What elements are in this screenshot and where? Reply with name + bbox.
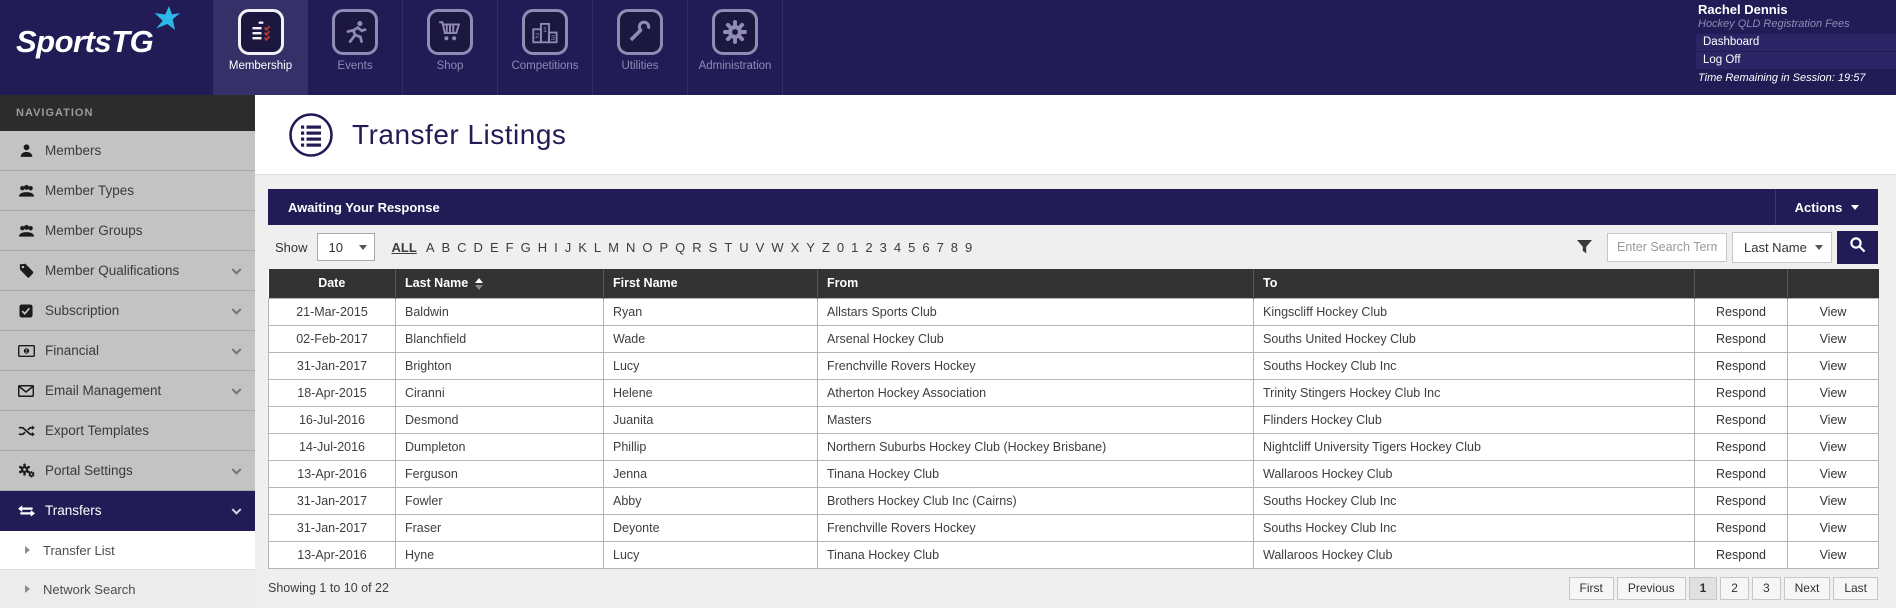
alphabet-filter-1[interactable]: 1: [851, 239, 859, 255]
session-timer: Time Remaining in Session: 19:57: [1698, 72, 1866, 84]
sidebar-item-financial[interactable]: [0, 331, 255, 371]
alphabet-filter-c[interactable]: C: [457, 239, 467, 255]
tab-label: Shop: [436, 60, 464, 72]
sidebar-item-export-templates[interactable]: [0, 411, 255, 451]
member-groups-icon: [16, 224, 36, 238]
utilities-icon: [617, 9, 663, 55]
cell-action: [1695, 298, 1788, 325]
logo[interactable]: [0, 0, 213, 95]
chevron-down-icon: [232, 504, 242, 514]
table-row: [269, 298, 1879, 325]
cell-action: [1788, 379, 1879, 406]
cell-action: [1695, 352, 1788, 379]
respond-link[interactable]: Respond: [1715, 304, 1767, 319]
search-area: [1577, 231, 1878, 264]
cell-to: Wallaroos Hockey Club: [1254, 541, 1695, 568]
sidebar-header: NAVIGATION: [0, 95, 255, 131]
cell-from: Frenchville Rovers Hockey: [818, 514, 1254, 541]
cell-action: [1788, 298, 1879, 325]
page-button-next[interactable]: Next: [1784, 577, 1831, 600]
cell-to: Trinity Stingers Hockey Club Inc: [1254, 379, 1695, 406]
show-count-select[interactable]: [317, 233, 375, 261]
chevron-down-icon: [232, 384, 242, 394]
table-row: [269, 352, 1879, 379]
tab-competitions[interactable]: [498, 0, 593, 95]
cell-from: Masters: [818, 406, 1254, 433]
sidebar-item-label: Member Groups: [45, 223, 143, 238]
actions-label: Actions: [1794, 199, 1843, 215]
cell-action: [1695, 379, 1788, 406]
cell-first-name: Abby: [604, 487, 818, 514]
cell-first-name: Lucy: [604, 352, 818, 379]
respond-link[interactable]: Respond: [1715, 493, 1767, 508]
alphabet-filter-f[interactable]: F: [505, 239, 514, 255]
cell-first-name: Juanita: [604, 406, 818, 433]
membership-icon: [238, 9, 284, 55]
tab-utilities[interactable]: [593, 0, 688, 95]
respond-link[interactable]: Respond: [1715, 412, 1767, 427]
events-icon: [332, 9, 378, 55]
table-row: [269, 379, 1879, 406]
panel-title: Awaiting Your Response: [288, 199, 440, 215]
top-nav-tabs: [213, 0, 783, 95]
column-header-view: [1788, 269, 1879, 298]
cell-last-name: Hyne: [396, 541, 604, 568]
pagination: [1569, 577, 1878, 600]
caret-right-icon: [25, 585, 30, 593]
top-bar: [0, 0, 1896, 95]
cell-last-name: Ferguson: [396, 460, 604, 487]
cell-action: [1695, 487, 1788, 514]
transfer-table: [268, 269, 1878, 569]
cell-action: [1788, 487, 1879, 514]
cell-action: [1788, 352, 1879, 379]
sidebar-item-transfers[interactable]: [0, 491, 255, 531]
cell-to: Souths Hockey Club Inc: [1254, 487, 1695, 514]
caret-down-icon: [359, 245, 367, 250]
alphabet-filter-w[interactable]: W: [771, 239, 784, 255]
chevron-down-icon: [232, 304, 242, 314]
member-icon: [16, 143, 36, 158]
view-link[interactable]: View: [1819, 358, 1847, 373]
cell-action: [1695, 433, 1788, 460]
svg-text:1: 1: [24, 348, 28, 355]
alphabet-filter-m[interactable]: M: [608, 239, 619, 255]
tab-label: Events: [337, 60, 373, 72]
logo-star-icon: [152, 6, 180, 36]
page-button-1[interactable]: 1: [1689, 577, 1718, 600]
panel-header: [268, 189, 1878, 225]
column-header-from[interactable]: From: [818, 269, 1254, 298]
alphabet-filter-i[interactable]: I: [554, 239, 558, 255]
alphabet-filter-o[interactable]: O: [642, 239, 653, 255]
sidebar-item-label: Email Management: [45, 383, 162, 398]
alphabet-filter-e[interactable]: E: [489, 239, 499, 255]
user-organisation: Hockey QLD Registration Fees: [1698, 18, 1850, 30]
cell-first-name: Deyonte: [604, 514, 818, 541]
cell-first-name: Ryan: [604, 298, 818, 325]
alphabet-filter-r[interactable]: R: [692, 239, 702, 255]
cell-action: [1695, 541, 1788, 568]
sidebar-items: [0, 131, 255, 608]
cell-from: Allstars Sports Club: [818, 298, 1254, 325]
alphabet-filter-p[interactable]: P: [659, 239, 669, 255]
respond-link[interactable]: Respond: [1715, 547, 1767, 562]
table-header-row: [269, 269, 1879, 298]
alphabet-filter-q[interactable]: Q: [675, 239, 686, 255]
cell-last-name: Fraser: [396, 514, 604, 541]
view-link[interactable]: View: [1819, 385, 1847, 400]
page-button-first[interactable]: First: [1569, 577, 1614, 600]
sidebar-item-member-qualifications[interactable]: [0, 251, 255, 291]
alphabet-filter-k[interactable]: K: [578, 239, 587, 255]
main-content: [255, 95, 1896, 608]
tab-label: Competitions: [511, 60, 579, 72]
view-link[interactable]: View: [1819, 304, 1847, 319]
column-header-last-name[interactable]: Last Name: [396, 269, 604, 298]
member-types-icon: [16, 184, 36, 198]
chevron-down-icon: [232, 344, 242, 354]
view-link[interactable]: View: [1819, 439, 1847, 454]
tab-shop[interactable]: [403, 0, 498, 95]
alphabet-filter-2[interactable]: 2: [865, 239, 873, 255]
caret-down-icon: [1815, 245, 1823, 250]
user-links: [1696, 34, 1896, 69]
alphabet-filter-8[interactable]: 8: [950, 239, 959, 255]
competitions-icon: [522, 9, 568, 55]
alphabet-filter-v[interactable]: V: [755, 239, 765, 255]
money-icon: [16, 345, 36, 357]
tab-membership[interactable]: [213, 0, 308, 95]
cell-date: 16-Jul-2016: [269, 406, 396, 433]
cell-from: Frenchville Rovers Hockey: [818, 352, 1254, 379]
cell-action: [1788, 325, 1879, 352]
sidebar-item-email-management[interactable]: [0, 371, 255, 411]
page-header: [255, 95, 1896, 175]
alphabet-filter-z[interactable]: Z: [821, 239, 830, 255]
envelope-icon: [16, 385, 36, 397]
cell-last-name: Ciranni: [396, 379, 604, 406]
log-off-link[interactable]: Log Off: [1696, 52, 1896, 69]
cell-from: Atherton Hockey Association: [818, 379, 1254, 406]
table-row: [269, 487, 1879, 514]
cell-date: 13-Apr-2016: [269, 541, 396, 568]
view-link[interactable]: View: [1819, 412, 1847, 427]
respond-link[interactable]: Respond: [1715, 385, 1767, 400]
caret-down-icon: [1851, 205, 1859, 210]
transfer-listings-icon: [288, 112, 334, 158]
cell-from: Tinana Hockey Club: [818, 460, 1254, 487]
cell-action: [1788, 433, 1879, 460]
tag-icon: [16, 263, 36, 278]
cell-action: [1788, 406, 1879, 433]
respond-link[interactable]: Respond: [1715, 520, 1767, 535]
alphabet-filter-3[interactable]: 3: [879, 239, 887, 255]
cell-first-name: Helene: [604, 379, 818, 406]
show-count-value: 10: [328, 239, 343, 255]
alphabet-filter-4[interactable]: 4: [893, 239, 902, 255]
sidebar-subitem-label: Network Search: [43, 581, 136, 597]
table-row: [269, 541, 1879, 568]
user-panel: [1696, 0, 1896, 95]
sidebar-item-subscription[interactable]: [0, 291, 255, 331]
cell-last-name: Blanchfield: [396, 325, 604, 352]
alphabet-filter-d[interactable]: D: [473, 239, 483, 255]
cell-to: Souths Hockey Club Inc: [1254, 352, 1695, 379]
alphabet-filter-t[interactable]: T: [724, 239, 733, 255]
sidebar-item-member-types[interactable]: [0, 171, 255, 211]
respond-link[interactable]: Respond: [1715, 466, 1767, 481]
alphabet-filter-u[interactable]: U: [739, 239, 749, 255]
cell-last-name: Baldwin: [396, 298, 604, 325]
page-button-previous[interactable]: Previous: [1617, 577, 1686, 600]
tab-label: Utilities: [621, 60, 659, 72]
sort-icon: [475, 278, 483, 290]
transfer-arrows-icon: [16, 505, 36, 517]
alphabet-filter-j[interactable]: J: [564, 239, 572, 255]
cell-to: Nightcliff University Tigers Hockey Club: [1254, 433, 1695, 460]
alphabet-filter-all[interactable]: ALL: [391, 239, 417, 255]
view-link[interactable]: View: [1819, 547, 1847, 562]
alphabet-filter-l[interactable]: L: [593, 239, 602, 255]
sidebar-item-member-groups[interactable]: [0, 211, 255, 251]
respond-link[interactable]: Respond: [1715, 331, 1767, 346]
page-button-last[interactable]: Last: [1833, 577, 1878, 600]
respond-link[interactable]: Respond: [1715, 358, 1767, 373]
cell-last-name: Fowler: [396, 487, 604, 514]
cell-action: [1695, 406, 1788, 433]
tab-label: Membership: [228, 60, 293, 72]
alphabet-filter: [392, 240, 980, 255]
sidebar-item-members[interactable]: [0, 131, 255, 171]
tab-events[interactable]: [308, 0, 403, 95]
cell-date: 18-Apr-2015: [269, 379, 396, 406]
view-link[interactable]: View: [1819, 331, 1847, 346]
respond-link[interactable]: Respond: [1715, 439, 1767, 454]
alphabet-filter-y[interactable]: Y: [806, 239, 815, 255]
page-button-3[interactable]: 3: [1752, 577, 1781, 600]
sidebar-item-label: Member Qualifications: [45, 263, 180, 278]
cell-date: 31-Jan-2017: [269, 514, 396, 541]
cell-from: Arsenal Hockey Club: [818, 325, 1254, 352]
column-header-first-name[interactable]: First Name: [604, 269, 818, 298]
table-row: [269, 460, 1879, 487]
sidebar-item-label: Subscription: [45, 303, 120, 318]
cell-from: Tinana Hockey Club: [818, 541, 1254, 568]
column-header-respond: [1695, 269, 1788, 298]
cell-from: Brothers Hockey Club Inc (Cairns): [818, 487, 1254, 514]
gears-icon: [16, 463, 36, 478]
search-icon: [1849, 236, 1866, 258]
table-footer: [268, 577, 1878, 600]
svg-text:2: 2: [534, 30, 540, 40]
chevron-down-icon: [232, 264, 242, 274]
alphabet-filter-6[interactable]: 6: [922, 239, 930, 255]
cell-to: Souths United Hockey Club: [1254, 325, 1695, 352]
svg-text:3: 3: [550, 33, 555, 43]
cell-action: [1788, 541, 1879, 568]
alphabet-filter-0[interactable]: 0: [836, 239, 845, 255]
sidebar-item-label: Member Types: [45, 183, 135, 198]
alphabet-filter-5[interactable]: 5: [908, 239, 916, 255]
alphabet-filter-9[interactable]: 9: [965, 239, 973, 255]
cell-action: [1695, 514, 1788, 541]
cell-date: 31-Jan-2017: [269, 352, 396, 379]
alphabet-filter-7[interactable]: 7: [936, 239, 944, 255]
table-body: [269, 298, 1879, 568]
sidebar-item-label: Members: [45, 143, 102, 158]
page-title: Transfer Listings: [352, 118, 567, 150]
sidebar-item-label: Financial: [45, 343, 100, 358]
filter-row: [268, 225, 1878, 269]
column-header-to[interactable]: To: [1254, 269, 1695, 298]
shuffle-icon: [16, 424, 36, 438]
chevron-down-icon: [232, 464, 242, 474]
alphabet-filter-h[interactable]: H: [537, 239, 548, 255]
table-row: [269, 514, 1879, 541]
cell-first-name: Lucy: [604, 541, 818, 568]
svg-text:1: 1: [542, 25, 548, 34]
search-field-select[interactable]: [1732, 232, 1832, 263]
cell-first-name: Jenna: [604, 460, 818, 487]
sidebar: [0, 95, 255, 608]
sidebar-item-label: Export Templates: [45, 423, 150, 438]
table-row: [269, 433, 1879, 460]
cell-date: 31-Jan-2017: [269, 487, 396, 514]
cell-action: [1788, 514, 1879, 541]
cell-first-name: Wade: [604, 325, 818, 352]
alphabet-filter-g[interactable]: G: [520, 239, 531, 255]
search-input[interactable]: [1607, 233, 1727, 262]
cell-first-name: Phillip: [604, 433, 818, 460]
cell-from: Northern Suburbs Hockey Club (Hockey Brisbane): [818, 433, 1254, 460]
cell-to: Kingscliff Hockey Club: [1254, 298, 1695, 325]
alphabet-filter-x[interactable]: X: [790, 239, 800, 255]
cell-to: Wallaroos Hockey Club: [1254, 460, 1695, 487]
cell-to: Souths Hockey Club Inc: [1254, 514, 1695, 541]
tab-administration[interactable]: [688, 0, 783, 95]
logo-text: SportsTG: [16, 24, 154, 59]
sidebar-item-label: Transfers: [45, 503, 102, 518]
checkbox-icon: [16, 304, 36, 318]
filter-funnel-icon[interactable]: [1577, 240, 1592, 254]
search-field-value: Last Name: [1744, 239, 1807, 255]
page-button-2[interactable]: 2: [1720, 577, 1749, 600]
cell-last-name: Desmond: [396, 406, 604, 433]
search-button[interactable]: [1837, 231, 1878, 264]
view-link[interactable]: View: [1819, 520, 1847, 535]
alphabet-filter-b[interactable]: B: [441, 239, 451, 255]
table-row: [269, 325, 1879, 352]
cell-action: [1788, 460, 1879, 487]
cell-action: [1695, 325, 1788, 352]
caret-right-icon: [25, 546, 30, 554]
cell-last-name: Dumpleton: [396, 433, 604, 460]
cell-date: 02-Feb-2017: [269, 325, 396, 352]
administration-icon: [712, 9, 758, 55]
alphabet-filter-a[interactable]: A: [425, 239, 435, 255]
sidebar-item-label: Portal Settings: [45, 463, 133, 478]
cell-last-name: Brighton: [396, 352, 604, 379]
sidebar-item-portal-settings[interactable]: [0, 451, 255, 491]
tab-label: Administration: [698, 60, 772, 72]
user-name: Rachel Dennis: [1698, 2, 1788, 17]
shop-icon: [427, 9, 473, 55]
alphabet-filter-s[interactable]: S: [708, 239, 718, 255]
results-summary: Showing 1 to 10 of 22: [268, 581, 389, 595]
actions-button[interactable]: [1775, 189, 1878, 225]
view-link[interactable]: View: [1819, 493, 1847, 508]
cell-date: 21-Mar-2015: [269, 298, 396, 325]
sidebar-subitem-transfer-list[interactable]: [0, 531, 255, 570]
cell-to: Flinders Hockey Club: [1254, 406, 1695, 433]
sidebar-subitem-network-search[interactable]: [0, 570, 255, 608]
cell-action: [1695, 460, 1788, 487]
dashboard-link[interactable]: Dashboard: [1696, 34, 1896, 51]
view-link[interactable]: View: [1819, 466, 1847, 481]
show-label: Show: [275, 239, 308, 255]
column-header-date[interactable]: Date: [269, 269, 396, 298]
sidebar-subitem-label: Transfer List: [43, 542, 115, 558]
table-row: [269, 406, 1879, 433]
alphabet-filter-n[interactable]: N: [625, 239, 636, 255]
cell-date: 13-Apr-2016: [269, 460, 396, 487]
cell-date: 14-Jul-2016: [269, 433, 396, 460]
